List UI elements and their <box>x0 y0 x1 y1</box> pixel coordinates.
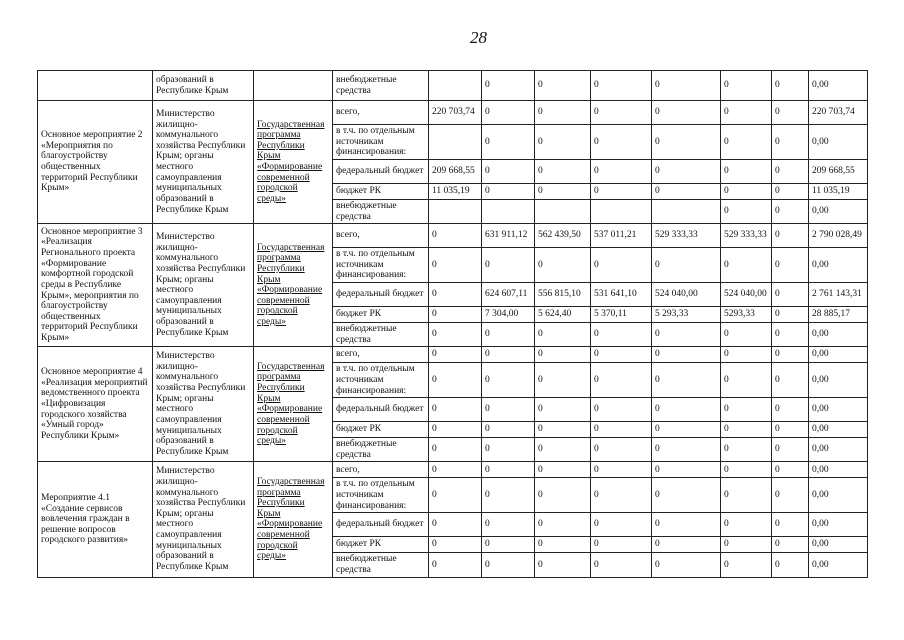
amount-cell: 0 <box>535 537 591 553</box>
amount-cell: 0 <box>721 478 772 513</box>
amount-cell: 0 <box>772 438 809 462</box>
amount-cell: 562 439,50 <box>535 224 591 248</box>
amount-cell: 0 <box>772 199 809 223</box>
amount-cell: 0 <box>721 248 772 283</box>
total-cell: 0,00 <box>809 323 868 347</box>
amount-cell: 0 <box>772 71 809 101</box>
amount-cell: 0 <box>482 101 535 125</box>
amount-cell: 0 <box>721 363 772 398</box>
amount-cell: 0 <box>482 248 535 283</box>
amount-cell: 0 <box>535 347 591 363</box>
total-cell: 0,00 <box>809 513 868 537</box>
amount-cell: 0 <box>429 478 482 513</box>
amount-cell: 0 <box>652 398 721 422</box>
executor-cell: Министерство жилищно-коммунального хозяйства Республики Крым; органы местного самоуправления муниципальных образований в Республике Крым <box>153 224 254 347</box>
amount-cell: 0 <box>591 422 652 438</box>
amount-cell: 5 370,11 <box>591 307 652 323</box>
funding-source-cell: федеральный бюджет <box>333 283 429 307</box>
amount-cell: 0 <box>721 323 772 347</box>
amount-cell: 0 <box>721 125 772 160</box>
total-cell: 0,00 <box>809 398 868 422</box>
amount-cell: 0 <box>772 513 809 537</box>
amount-cell: 0 <box>535 513 591 537</box>
amount-cell: 0 <box>535 363 591 398</box>
amount-cell: 0 <box>482 478 535 513</box>
program-cell: Государственная программа Республики Крым «Формирование современной городской среды» <box>254 101 333 224</box>
measure-cell: Основное мероприятие 4 «Реализация мероприятий ведомственного проекта «Цифровизация городского хозяйства «Умный город» Республики Крым» <box>38 347 153 462</box>
amount-cell: 0 <box>772 323 809 347</box>
program-cell: Государственная программа Республики Крым «Формирование современной городской среды» <box>254 347 333 462</box>
amount-cell: 0 <box>721 398 772 422</box>
amount-cell <box>429 71 482 101</box>
amount-cell: 0 <box>482 513 535 537</box>
amount-cell: 0 <box>482 422 535 438</box>
amount-cell: 529 333,33 <box>721 224 772 248</box>
amount-cell: 0 <box>482 183 535 199</box>
amount-cell: 0 <box>652 125 721 160</box>
amount-cell: 0 <box>482 125 535 160</box>
executor-cell: Министерство жилищно-коммунального хозяйства Республики Крым; органы местного самоуправления муниципальных образований в Республике Крым <box>153 101 254 224</box>
amount-cell: 0 <box>591 398 652 422</box>
amount-cell: 0 <box>535 125 591 160</box>
total-cell: 209 668,55 <box>809 159 868 183</box>
funding-source-cell: бюджет РК <box>333 422 429 438</box>
total-cell: 0,00 <box>809 125 868 160</box>
amount-cell: 0 <box>652 438 721 462</box>
amount-cell: 0 <box>652 323 721 347</box>
funding-source-cell: бюджет РК <box>333 537 429 553</box>
amount-cell: 0 <box>591 183 652 199</box>
amount-cell: 0 <box>591 438 652 462</box>
measure-cell <box>38 71 153 101</box>
funding-source-cell: внебюджетные средства <box>333 199 429 223</box>
amount-cell: 0 <box>652 71 721 101</box>
table-row <box>38 101 868 125</box>
table-row <box>38 224 868 248</box>
amount-cell: 0 <box>591 537 652 553</box>
amount-cell: 0 <box>721 438 772 462</box>
amount-cell: 0 <box>482 71 535 101</box>
measure-cell: Основное мероприятие 2 «Мероприятия по благоустройству общественных территорий Республики Крым» <box>38 101 153 224</box>
amount-cell: 0 <box>772 363 809 398</box>
amount-cell: 0 <box>482 363 535 398</box>
amount-cell: 0 <box>772 307 809 323</box>
funding-source-cell: внебюджетные средства <box>333 438 429 462</box>
page-number: 28 <box>470 28 487 47</box>
total-cell: 0,00 <box>809 363 868 398</box>
amount-cell: 0 <box>429 438 482 462</box>
amount-cell: 0 <box>721 422 772 438</box>
amount-cell: 0 <box>772 159 809 183</box>
amount-cell: 0 <box>721 71 772 101</box>
amount-cell: 0 <box>591 323 652 347</box>
amount-cell: 0 <box>482 438 535 462</box>
amount-cell: 0 <box>652 422 721 438</box>
amount-cell: 0 <box>772 347 809 363</box>
amount-cell: 0 <box>772 101 809 125</box>
amount-cell: 7 304,00 <box>482 307 535 323</box>
amount-cell: 0 <box>591 462 652 478</box>
amount-cell: 0 <box>721 199 772 223</box>
amount-cell: 0 <box>591 159 652 183</box>
amount-cell: 0 <box>652 478 721 513</box>
program-cell: Государственная программа Республики Крым «Формирование современной городской среды» <box>254 224 333 347</box>
table-row <box>38 347 868 363</box>
amount-cell: 631 911,12 <box>482 224 535 248</box>
amount-cell: 0 <box>429 363 482 398</box>
amount-cell: 0 <box>591 248 652 283</box>
amount-cell: 0 <box>535 478 591 513</box>
amount-cell: 0 <box>652 513 721 537</box>
amount-cell: 0 <box>772 478 809 513</box>
amount-cell: 0 <box>721 347 772 363</box>
executor-cell: Министерство жилищно-коммунального хозяйства Республики Крым; органы местного самоуправления муниципальных образований в Республике Крым <box>153 347 254 462</box>
total-cell: 0,00 <box>809 462 868 478</box>
program-cell: Государственная программа Республики Крым «Формирование современной городской среды» <box>254 462 333 577</box>
amount-cell: 531 641,10 <box>591 283 652 307</box>
amount-cell: 0 <box>721 537 772 553</box>
amount-cell: 0 <box>652 553 721 577</box>
amount-cell: 0 <box>721 159 772 183</box>
executor-cell: Министерство жилищно-коммунального хозяйства Республики Крым; органы местного самоуправления муниципальных образований в Республике Крым <box>153 462 254 577</box>
amount-cell: 0 <box>591 347 652 363</box>
amount-cell: 0 <box>652 363 721 398</box>
total-cell: 0,00 <box>809 537 868 553</box>
funding-source-cell: всего, <box>333 101 429 125</box>
total-cell: 0,00 <box>809 478 868 513</box>
amount-cell: 0 <box>482 347 535 363</box>
amount-cell: 0 <box>772 422 809 438</box>
amount-cell: 0 <box>652 248 721 283</box>
funding-source-cell: в т.ч. по отдельным источникам финансирования: <box>333 478 429 513</box>
funding-source-cell: всего, <box>333 224 429 248</box>
amount-cell: 0 <box>591 478 652 513</box>
executor-cell: образований в Республике Крым <box>153 71 254 101</box>
amount-cell: 209 668,55 <box>429 159 482 183</box>
measure-cell: Мероприятие 4.1 «Создание сервисов вовлечения граждан в решение вопросов городского развития» <box>38 462 153 577</box>
amount-cell: 537 011,21 <box>591 224 652 248</box>
amount-cell: 5293,33 <box>721 307 772 323</box>
program-cell <box>254 71 333 101</box>
amount-cell: 11 035,19 <box>429 183 482 199</box>
amount-cell: 0 <box>429 422 482 438</box>
funding-source-cell: федеральный бюджет <box>333 398 429 422</box>
funding-source-cell: внебюджетные средства <box>333 323 429 347</box>
amount-cell <box>652 199 721 223</box>
amount-cell: 0 <box>535 323 591 347</box>
amount-cell: 0 <box>429 323 482 347</box>
total-cell: 0,00 <box>809 422 868 438</box>
amount-cell: 524 040,00 <box>721 283 772 307</box>
table-row <box>38 71 868 101</box>
amount-cell: 0 <box>482 462 535 478</box>
amount-cell: 0 <box>535 553 591 577</box>
total-cell: 0,00 <box>809 71 868 101</box>
amount-cell: 0 <box>482 553 535 577</box>
amount-cell: 0 <box>721 183 772 199</box>
amount-cell <box>429 125 482 160</box>
total-cell: 0,00 <box>809 553 868 577</box>
amount-cell: 0 <box>772 398 809 422</box>
total-cell: 0,00 <box>809 438 868 462</box>
amount-cell: 0 <box>591 363 652 398</box>
amount-cell: 5 624,40 <box>535 307 591 323</box>
funding-source-cell: бюджет РК <box>333 183 429 199</box>
amount-cell: 0 <box>429 283 482 307</box>
amount-cell: 524 040,00 <box>652 283 721 307</box>
amount-cell: 0 <box>721 553 772 577</box>
amount-cell: 0 <box>535 159 591 183</box>
amount-cell: 0 <box>772 462 809 478</box>
budget-table-body <box>38 71 868 578</box>
total-cell: 0,00 <box>809 199 868 223</box>
amount-cell: 0 <box>482 159 535 183</box>
amount-cell: 5 293,33 <box>652 307 721 323</box>
amount-cell: 0 <box>429 398 482 422</box>
amount-cell: 0 <box>652 183 721 199</box>
funding-source-cell: внебюджетные средства <box>333 71 429 101</box>
total-cell: 2 761 143,31 <box>809 283 868 307</box>
amount-cell: 0 <box>482 537 535 553</box>
amount-cell: 0 <box>429 307 482 323</box>
amount-cell: 0 <box>721 101 772 125</box>
amount-cell: 0 <box>591 101 652 125</box>
funding-source-cell: всего, <box>333 462 429 478</box>
total-cell: 0,00 <box>809 347 868 363</box>
amount-cell: 0 <box>482 398 535 422</box>
amount-cell: 0 <box>721 513 772 537</box>
amount-cell: 0 <box>429 347 482 363</box>
funding-source-cell: федеральный бюджет <box>333 513 429 537</box>
amount-cell <box>535 199 591 223</box>
amount-cell: 0 <box>429 248 482 283</box>
amount-cell: 0 <box>652 159 721 183</box>
funding-source-cell: федеральный бюджет <box>333 159 429 183</box>
amount-cell: 0 <box>772 183 809 199</box>
amount-cell: 0 <box>652 101 721 125</box>
total-cell: 28 885,17 <box>809 307 868 323</box>
amount-cell: 0 <box>535 101 591 125</box>
amount-cell <box>591 199 652 223</box>
amount-cell: 0 <box>429 513 482 537</box>
amount-cell <box>482 199 535 223</box>
measure-cell: Основное мероприятие 3 «Реализация Регионального проекта «Формирование комфортной городской среды в Республике Крым», мероприятия по благоустройству общественных территорий Республики Крым» <box>38 224 153 347</box>
amount-cell: 0 <box>591 71 652 101</box>
amount-cell: 220 703,74 <box>429 101 482 125</box>
amount-cell: 0 <box>429 537 482 553</box>
amount-cell: 529 333,33 <box>652 224 721 248</box>
funding-source-cell: в т.ч. по отдельным источникам финансирования: <box>333 248 429 283</box>
amount-cell: 0 <box>772 553 809 577</box>
amount-cell: 0 <box>772 283 809 307</box>
amount-cell: 0 <box>535 183 591 199</box>
funding-source-cell: в т.ч. по отдельным источникам финансирования: <box>333 125 429 160</box>
amount-cell: 0 <box>772 224 809 248</box>
funding-source-cell: всего, <box>333 347 429 363</box>
amount-cell: 0 <box>772 248 809 283</box>
amount-cell: 624 607,11 <box>482 283 535 307</box>
amount-cell: 0 <box>652 462 721 478</box>
amount-cell: 0 <box>535 462 591 478</box>
amount-cell: 0 <box>591 553 652 577</box>
amount-cell: 0 <box>721 462 772 478</box>
amount-cell <box>429 199 482 223</box>
amount-cell: 0 <box>482 323 535 347</box>
funding-source-cell: внебюджетные средства <box>333 553 429 577</box>
amount-cell: 0 <box>429 462 482 478</box>
amount-cell: 0 <box>591 513 652 537</box>
amount-cell: 0 <box>652 347 721 363</box>
amount-cell: 0 <box>652 537 721 553</box>
amount-cell: 556 815,10 <box>535 283 591 307</box>
amount-cell: 0 <box>772 537 809 553</box>
amount-cell: 0 <box>535 398 591 422</box>
budget-table <box>37 70 868 578</box>
amount-cell: 0 <box>429 553 482 577</box>
funding-source-cell: в т.ч. по отдельным источникам финансирования: <box>333 363 429 398</box>
total-cell: 11 035,19 <box>809 183 868 199</box>
amount-cell: 0 <box>535 438 591 462</box>
amount-cell: 0 <box>535 422 591 438</box>
total-cell: 220 703,74 <box>809 101 868 125</box>
amount-cell: 0 <box>772 125 809 160</box>
total-cell: 0,00 <box>809 248 868 283</box>
total-cell: 2 790 028,49 <box>809 224 868 248</box>
amount-cell: 0 <box>429 224 482 248</box>
table-row <box>38 462 868 478</box>
funding-source-cell: бюджет РК <box>333 307 429 323</box>
amount-cell: 0 <box>535 71 591 101</box>
amount-cell: 0 <box>535 248 591 283</box>
amount-cell: 0 <box>591 125 652 160</box>
